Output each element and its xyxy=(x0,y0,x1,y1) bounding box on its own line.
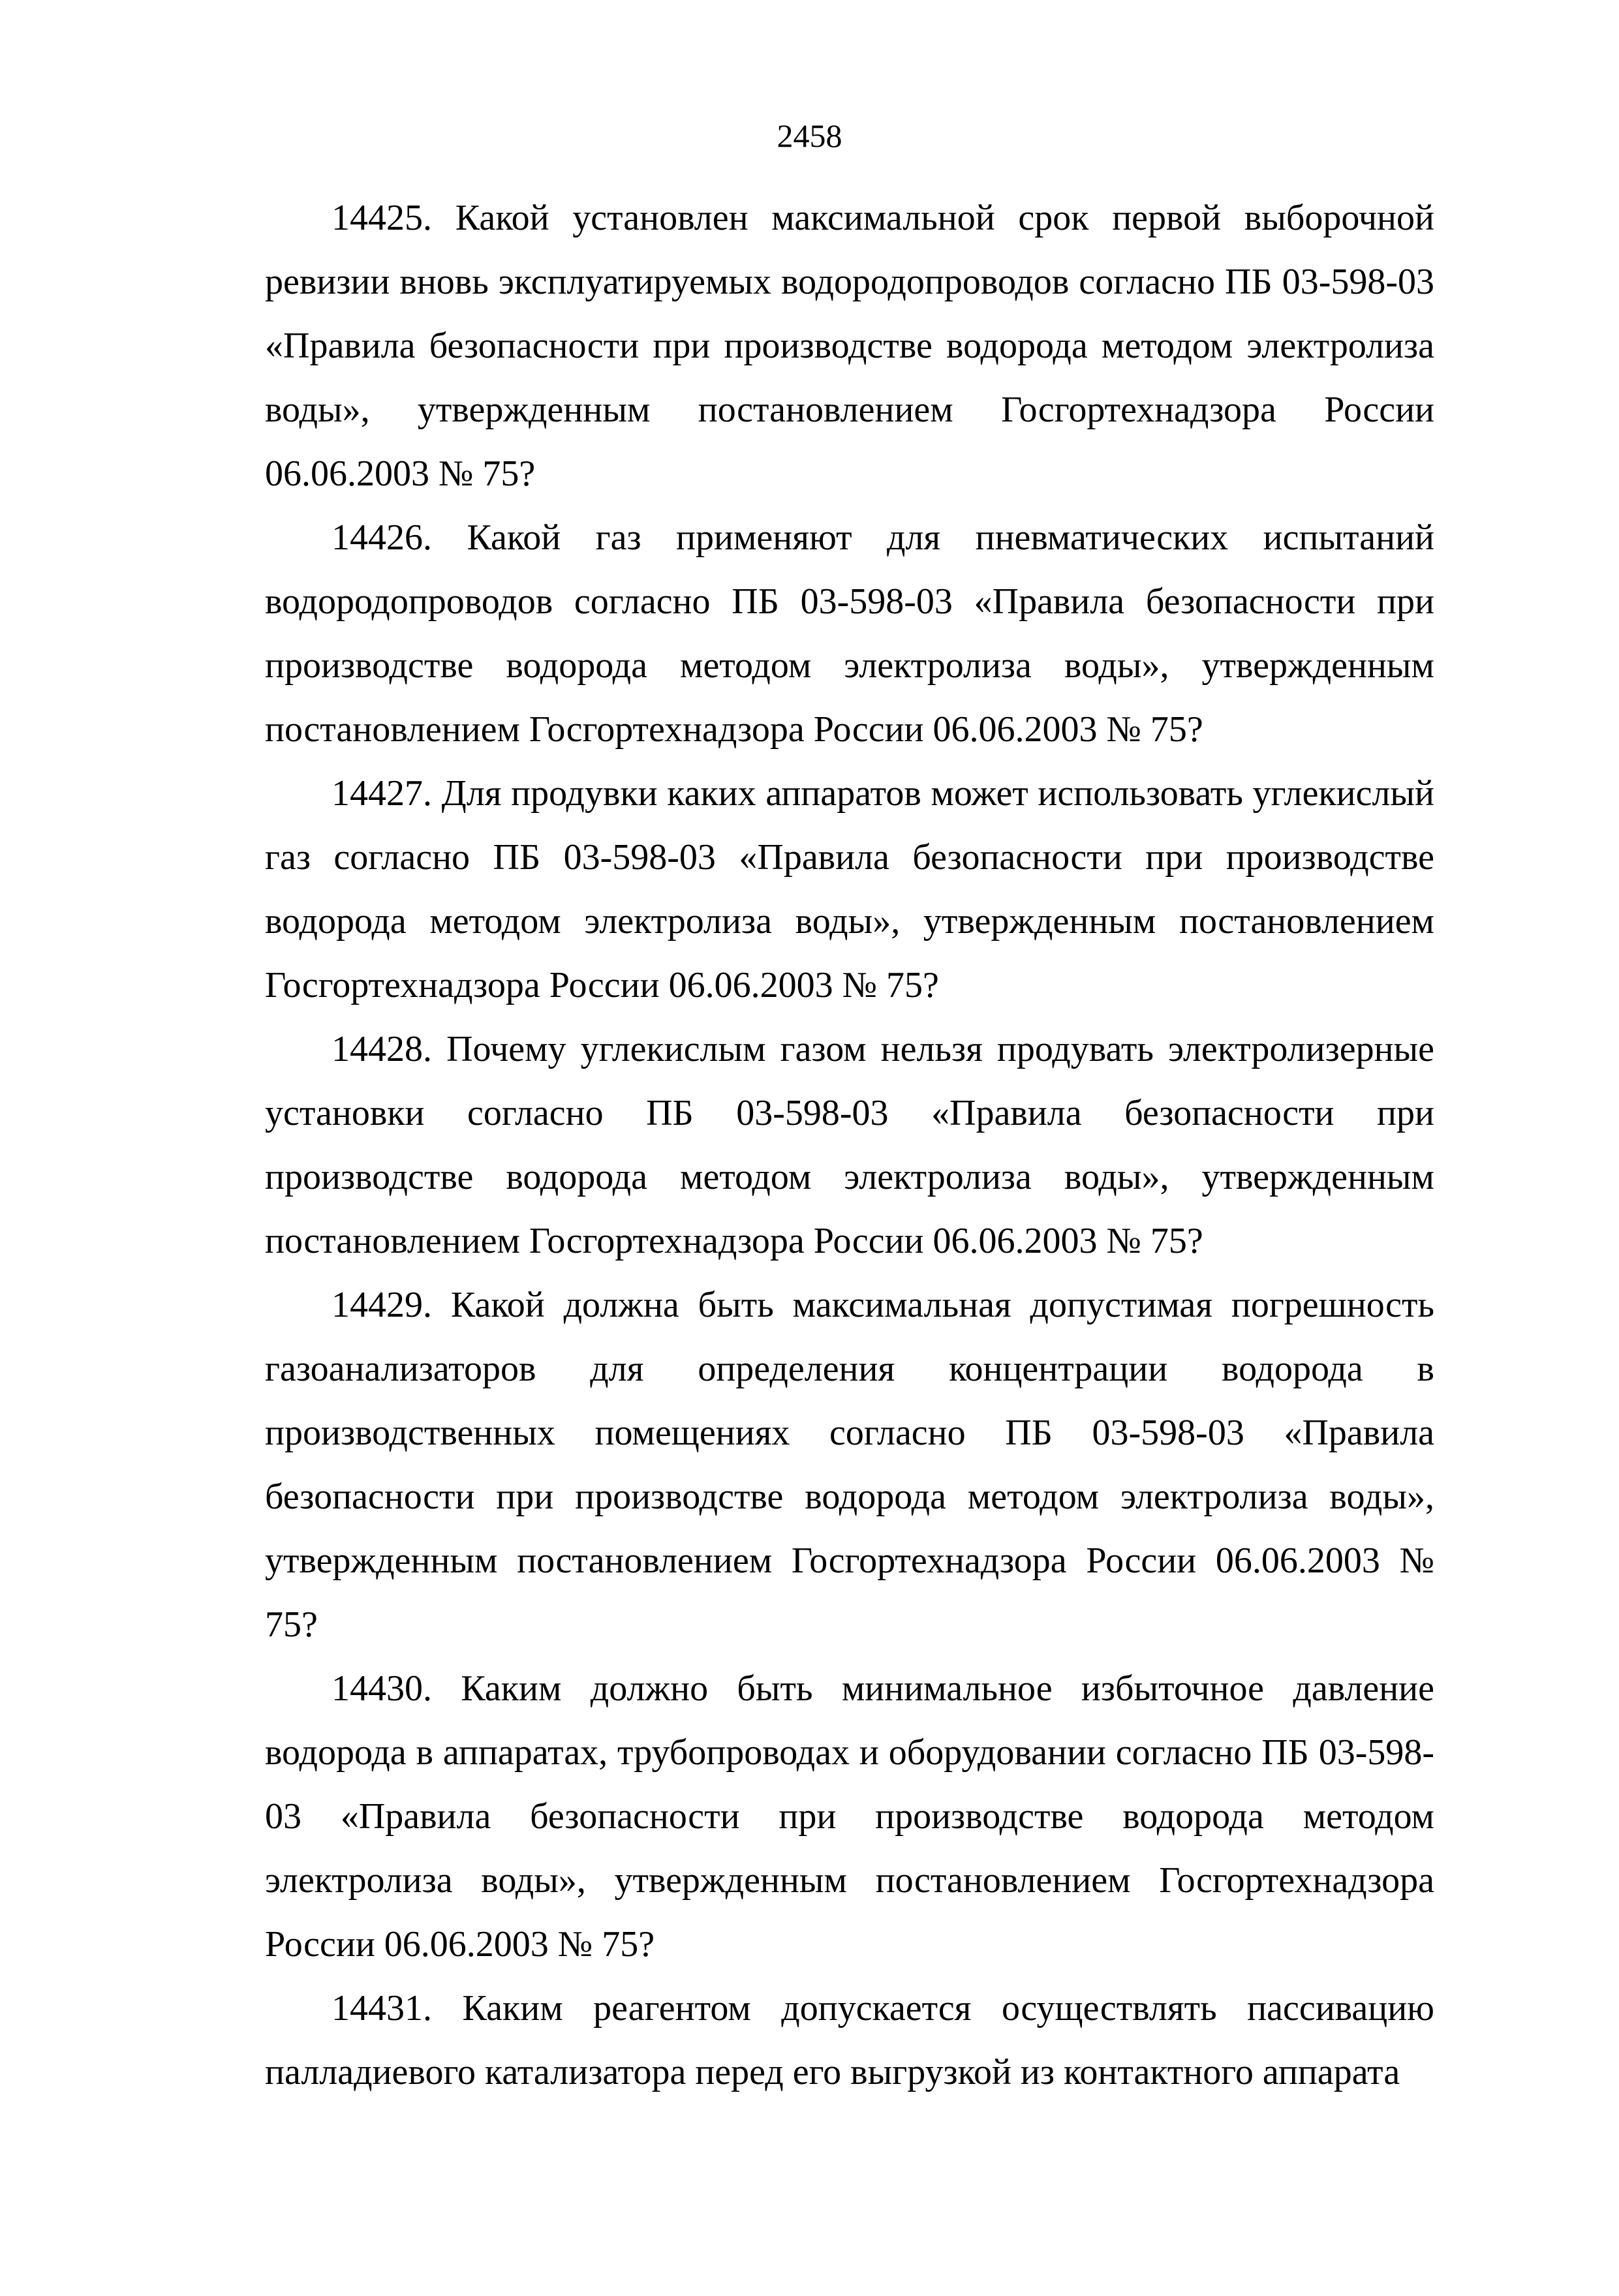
question-text xyxy=(214,186,1434,506)
question-body: Для продувки каких аппаратов может использовать углекислый газ согласно ПБ 03-598-03 «Правила безопасности при производстве водорода методом электролиза воды», утвержденным постановлением Госгортехнадзора России 06.06.2003 № 75? xyxy=(265,773,1434,1005)
question-body: Какой должна быть максимальная допустимая погрешность газоанализаторов для определения концентрации водорода в производственных помещениях согласно ПБ 03-598-03 «Правила безопасности при производстве водорода методом электролиза воды», утвержденным постановлением Госгортехнадзора России 06.06.2003 № 75? xyxy=(265,1285,1435,1645)
question-number: 14425. xyxy=(332,198,432,238)
question-text xyxy=(214,1976,1434,2104)
question-text xyxy=(214,1273,1434,1657)
question-number: 14427. xyxy=(332,773,432,814)
question-item xyxy=(214,506,1434,761)
question-body: Какой установлен максимальной срок первой выборочной ревизии вновь эксплуатируемых водородопроводов согласно ПБ 03-598-03 «Правила безопасности при производстве водорода методом электролиза воды», утвержденным постановлением Госгортехнадзора России 06.06.2003 № 75? xyxy=(265,198,1434,494)
question-item xyxy=(214,1976,1434,2104)
question-item xyxy=(214,1273,1434,1657)
question-number: 14430. xyxy=(332,1668,432,1709)
question-number: 14431. xyxy=(332,1988,432,2028)
question-body: Каким реагентом допускается осуществлять пассивацию палладиевого катализатора перед его выгрузкой из контактного аппарата xyxy=(265,1988,1434,2092)
question-text xyxy=(214,506,1434,761)
question-text xyxy=(214,761,1434,1017)
question-item xyxy=(214,761,1434,1017)
question-body: Какой газ применяют для пневматических испытаний водородопроводов согласно ПБ 03-598-03 «Правила безопасности при производстве водорода методом электролиза воды», утвержденным постановлением Госгортехнадзора России 06.06.2003 № 75? xyxy=(265,517,1435,750)
question-item xyxy=(214,1657,1434,1976)
question-number: 14426. xyxy=(332,517,432,558)
question-list xyxy=(214,186,1434,2104)
question-number: 14429. xyxy=(332,1285,432,1325)
question-item xyxy=(214,1017,1434,1273)
question-number: 14428. xyxy=(332,1029,432,1069)
page-number: 2458 xyxy=(777,117,842,154)
question-text xyxy=(214,1017,1434,1273)
question-item xyxy=(214,186,1434,506)
question-body: Почему углекислым газом нельзя продувать электролизерные установки согласно ПБ 03-598-03 «Правила безопасности при производстве водорода методом электролиза воды», утвержденным постановлением Госгортехнадзора России 06.06.2003 № 75? xyxy=(265,1029,1435,1261)
question-text xyxy=(214,1657,1434,1976)
question-body: Каким должно быть минимальное избыточное давление водорода в аппаратах, трубопроводах и оборудовании согласно ПБ 03-598-03 «Правила безопасности при производстве водорода методом электролиза воды», утвержденным постановлением Госгортехнадзора России 06.06.2003 № 75? xyxy=(265,1668,1434,1965)
